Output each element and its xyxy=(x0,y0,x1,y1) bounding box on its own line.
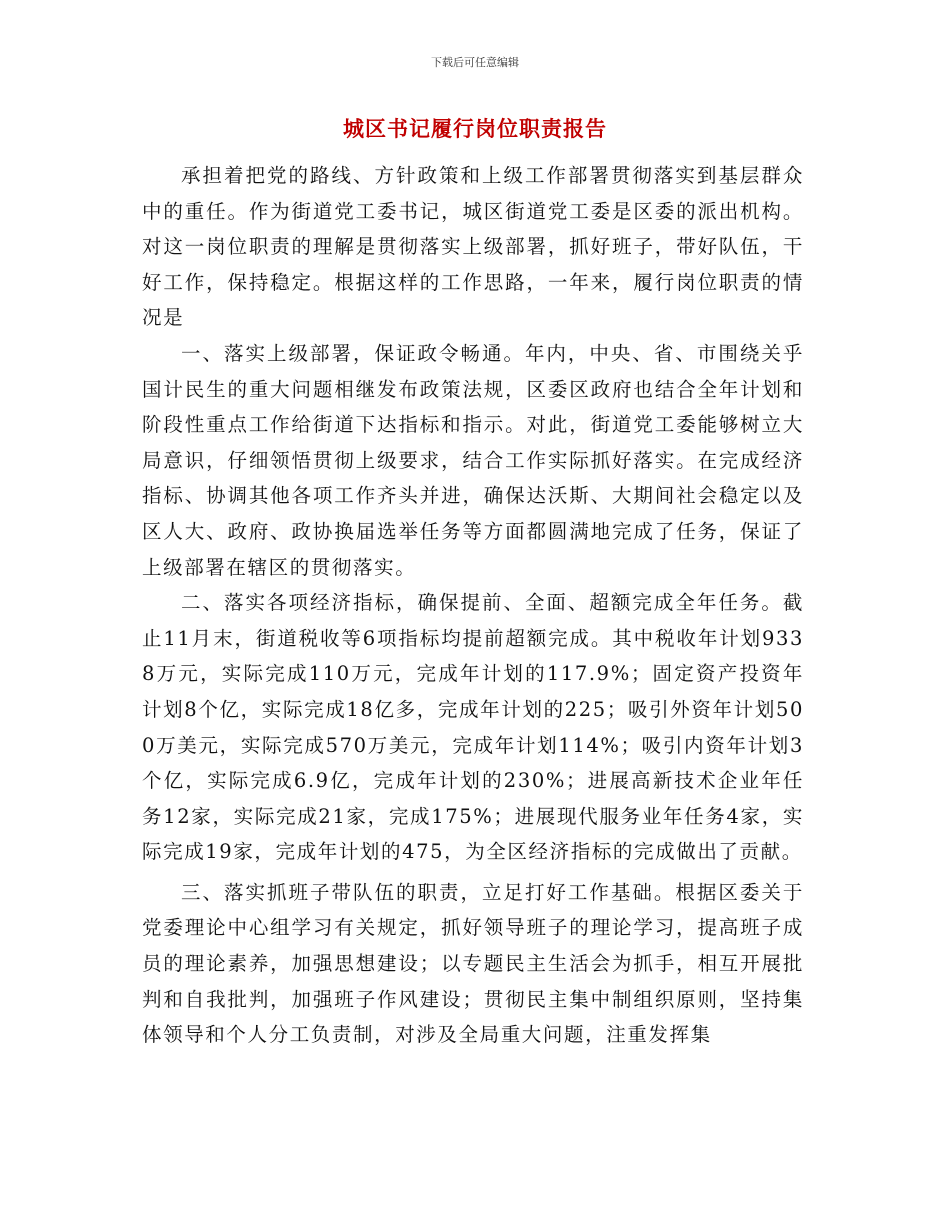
header-note: 下载后可任意编辑 xyxy=(431,56,519,69)
paragraph-section-2: 二、落实各项经济指标，确保提前、全面、超额完成全年任务。截止11月末，街道税收等6项指标均提前超额完成。其中税收年计划9338万元，实际完成110万元，完成年计划的117.9%；固定资产投资年计划8个亿，实际完成18亿多，完成年计划的225；吸引外资年计划500万美元，实际完成570万美元，完成年计划114%；吸引内资年计划3个亿，实际完成6.9亿，完成年计划的230%；进展高新技术企业年任务12家，实际完成21家，完成175%；进展现代服务业年任务4家，实际完成19家，完成年计划的475，为全区经济指标的完成做出了贡献。 xyxy=(142,591,804,864)
document-title: 城区书记履行岗位职责报告 xyxy=(343,116,607,141)
document-body xyxy=(142,158,804,1053)
paragraph-section-3: 三、落实抓班子带队伍的职责，立足打好工作基础。根据区委关于党委理论中心组学习有关规定，抓好领导班子的理论学习，提高班子成员的理论素养，加强思想建设；以专题民主生活会为抓手，相互开展批判和自我批判，加强班子作风建设；贯彻民主集中制组织原则，坚持集体领导和个人分工负责制，对涉及全局重大问题，注重发挥集 xyxy=(142,880,804,1047)
paragraph-intro: 承担着把党的路线、方针政策和上级工作部署贯彻落实到基层群众中的重任。作为街道党工委书记，城区街道党工委是区委的派出机构。对这一岗位职责的理解是贯彻落实上级部署，抓好班子，带好队伍，干好工作，保持稳定。根据这样的工作思路，一年来，履行岗位职责的情况是 xyxy=(142,164,804,330)
paragraph-section-1: 一、落实上级部署，保证政令畅通。年内，中央、省、市围绕关乎国计民生的重大问题相继发布政策法规，区委区政府也结合全年计划和阶段性重点工作给街道下达指标和指示。对此，街道党工委能够树立大局意识，仔细领悟贯彻上级要求，结合工作实际抓好落实。在完成经济指标、协调其他各项工作齐头并进，确保达沃斯、大期间社会稳定以及区人大、政府、政协换届选举任务等方面都圆满地完成了任务，保证了上级部署在辖区的贯彻落实。 xyxy=(142,341,804,579)
